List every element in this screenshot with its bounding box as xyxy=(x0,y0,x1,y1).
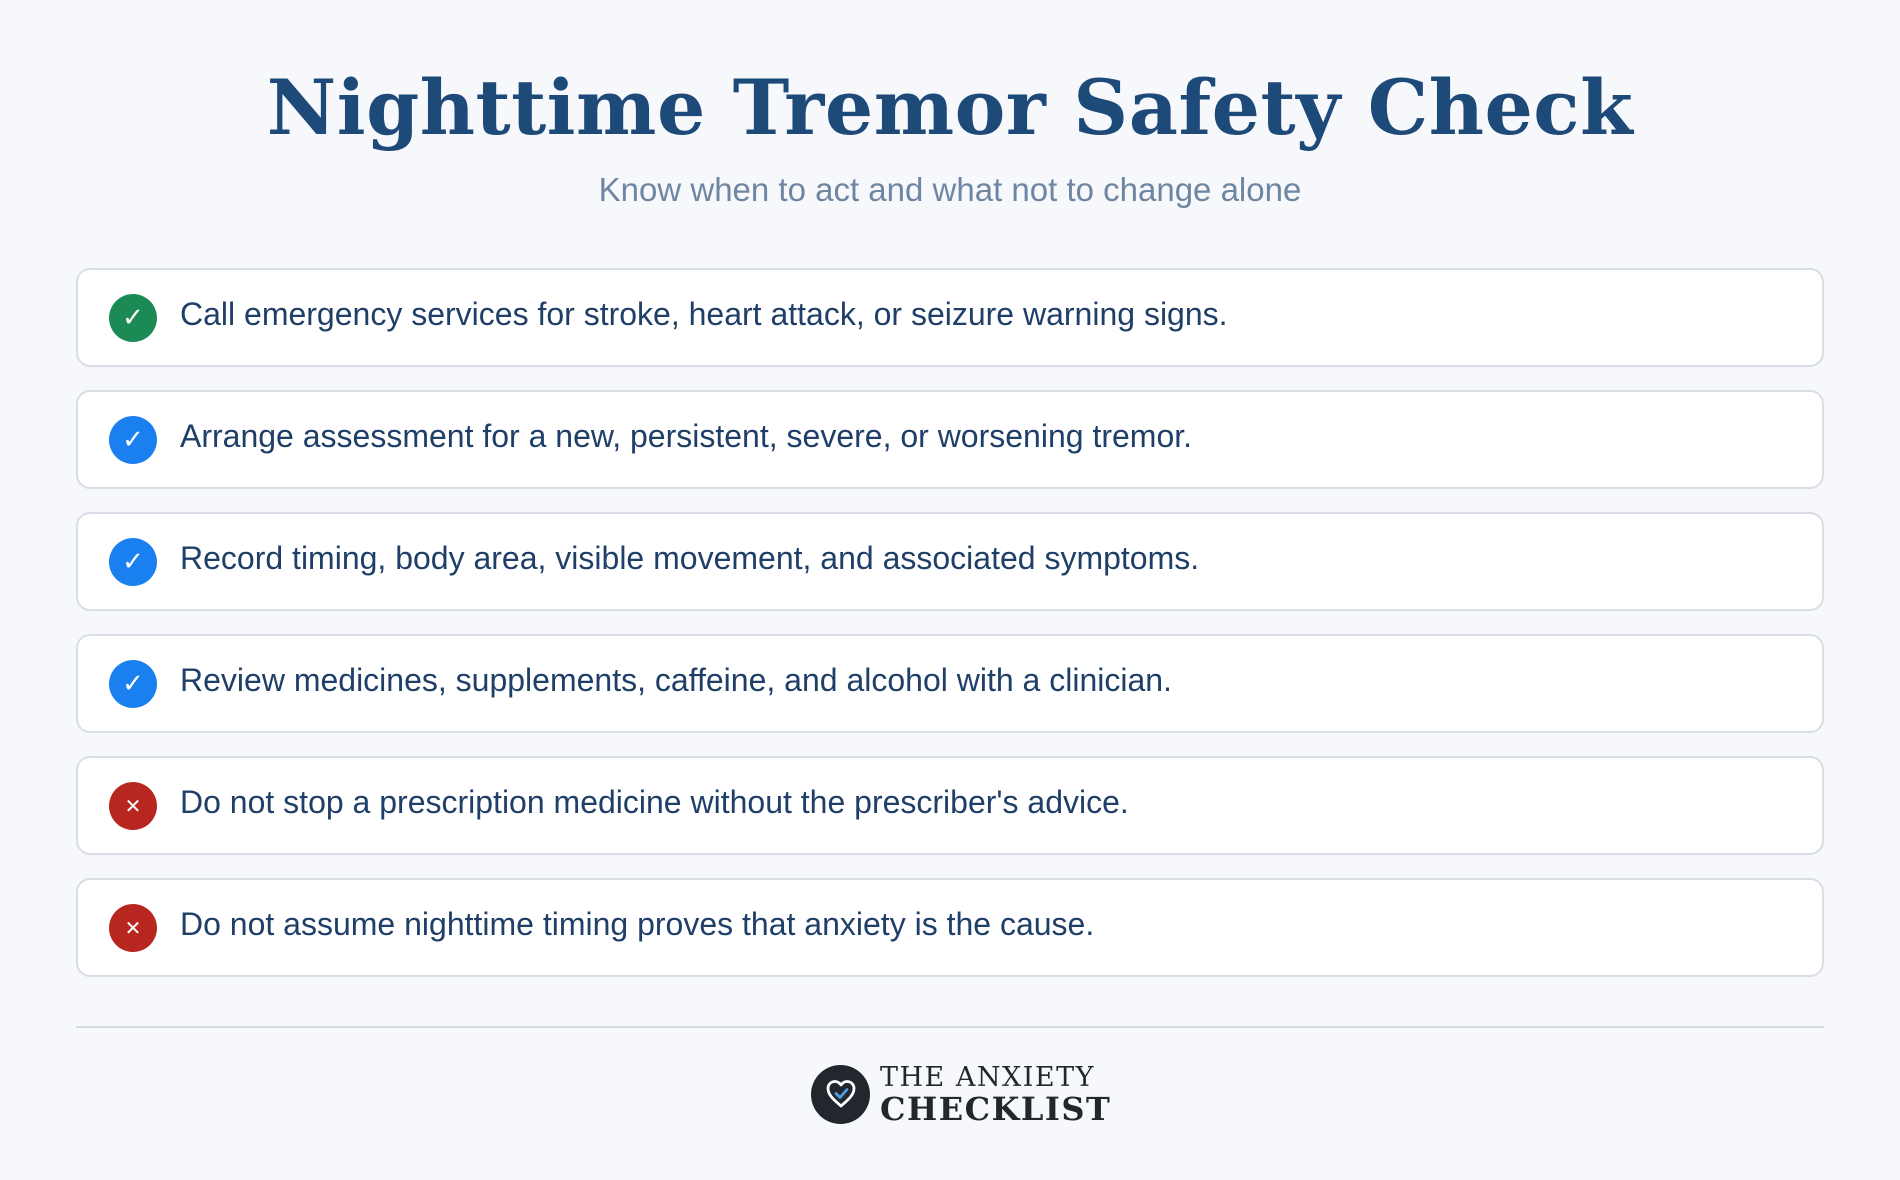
checklist-item xyxy=(76,634,1824,733)
brand-logo xyxy=(811,1061,1112,1128)
page-title: Nighttime Tremor Safety Check xyxy=(266,63,1634,152)
checklist-item xyxy=(76,268,1824,367)
checklist-item-text: Do not assume nighttime timing proves that anxiety is the cause. xyxy=(180,905,1095,942)
brand-line-2: CHECKLIST xyxy=(880,1089,1112,1128)
checklist-item-text: Call emergency services for stroke, heart attack, or seizure warning signs. xyxy=(180,295,1228,332)
checklist-item-text: Review medicines, supplements, caffeine, and alcohol with a clinician. xyxy=(180,661,1172,698)
checklist-item-text: Record timing, body area, visible movement, and associated symptoms. xyxy=(180,539,1200,576)
brand-wordmark xyxy=(880,1063,1111,1126)
heart-logo-icon xyxy=(811,1065,870,1124)
cross-icon: ✕ xyxy=(109,782,157,830)
check-icon: ✓ xyxy=(109,294,157,342)
checklist-item xyxy=(76,878,1824,977)
checklist-item-text: Do not stop a prescription medicine without the prescriber's advice. xyxy=(180,783,1129,820)
brand-line-1: THE ANXIETY xyxy=(880,1061,1095,1093)
check-icon: ✓ xyxy=(109,416,157,464)
cross-icon: ✕ xyxy=(109,904,157,952)
check-icon: ✓ xyxy=(109,660,157,708)
checklist-item xyxy=(76,756,1824,855)
check-icon: ✓ xyxy=(109,538,157,586)
checklist-item xyxy=(76,512,1824,611)
divider xyxy=(76,1026,1824,1028)
checklist-item-text: Arrange assessment for a new, persistent, severe, or worsening tremor. xyxy=(180,417,1193,454)
checklist xyxy=(76,268,1824,1000)
checklist-item xyxy=(76,390,1824,489)
page-subtitle: Know when to act and what not to change alone xyxy=(598,171,1302,208)
